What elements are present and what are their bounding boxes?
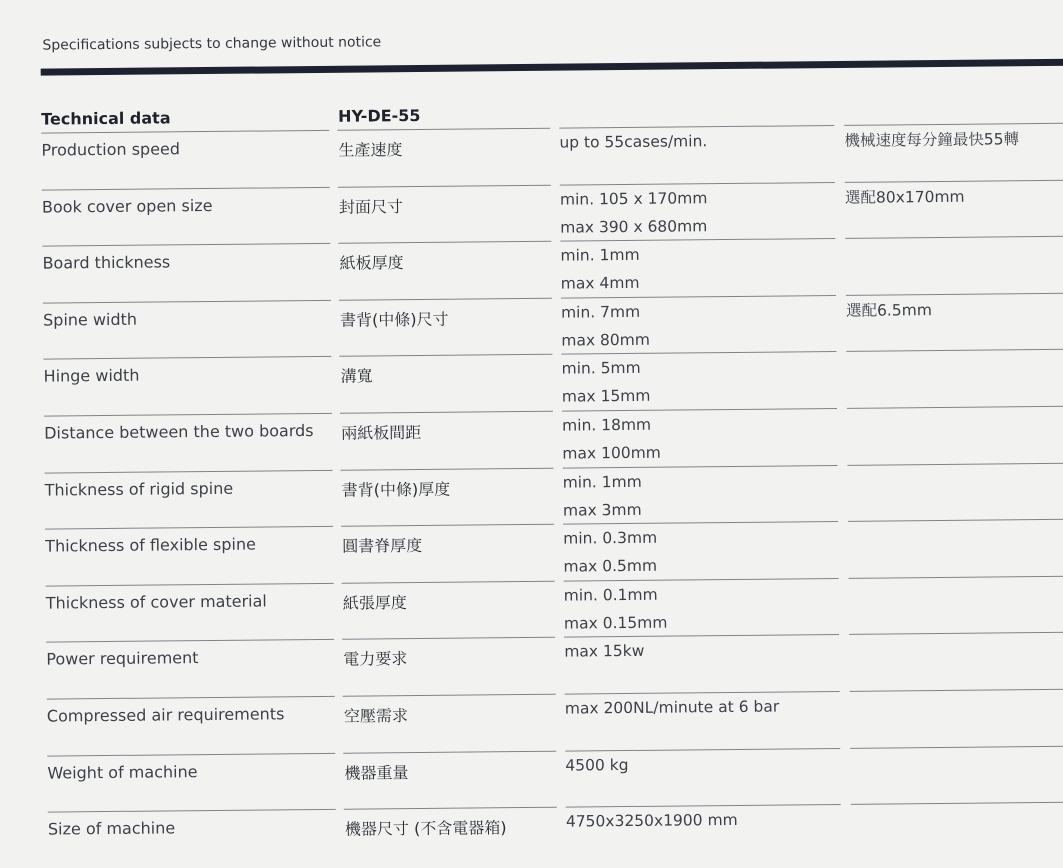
spec-value-primary: max 15kw (564, 642, 645, 662)
spec-name-en: Power requirement (46, 648, 199, 669)
spec-row (7, 689, 1063, 755)
spec-name-zh: 生產速度 (338, 140, 403, 160)
model-heading: HY-DE-55 (338, 105, 421, 126)
spec-value-primary: min. 1mm (560, 246, 640, 265)
spec-value-secondary: max 0.5mm (563, 556, 658, 576)
spec-value-primary: 4750x3250x1900 mm (565, 811, 738, 831)
spec-name-en: Thickness of flexible spine (45, 534, 257, 556)
spec-note: 機械速度每分鐘最快55轉 (844, 130, 1020, 150)
spec-name-en: Distance between the two boards (44, 421, 314, 443)
spec-name-en: Weight of machine (47, 761, 198, 783)
spec-name-zh: 紙張厚度 (342, 592, 407, 613)
spec-value-primary: min. 0.3mm (563, 528, 658, 548)
spec-value-primary: up to 55cases/min. (559, 132, 708, 152)
spec-value-primary: min. 105 x 170mm (559, 188, 708, 209)
spec-row (7, 745, 1063, 811)
spec-name-zh: 封面尺寸 (338, 196, 404, 217)
spec-row (3, 293, 1063, 359)
spec-row (2, 179, 1063, 245)
spec-name-en: Book cover open size (41, 195, 213, 217)
change-notice: Specifications subjects to change without notice (42, 34, 382, 54)
spec-row (2, 236, 1063, 302)
row-divider (559, 125, 834, 129)
spec-row (8, 802, 1063, 868)
spec-value-primary: min. 5mm (561, 359, 641, 379)
spec-value-secondary: max 390 x 680mm (560, 216, 708, 237)
spec-value-secondary: max 3mm (562, 500, 642, 520)
spec-row (6, 632, 1063, 698)
row-divider (844, 123, 1063, 126)
spec-name-en: Hinge width (43, 366, 140, 386)
spec-value-primary: min. 18mm (562, 415, 652, 435)
spec-name-en: Production speed (41, 139, 181, 160)
spec-name-en: Thickness of cover material (45, 591, 267, 613)
spec-name-zh: 溝寬 (340, 366, 373, 387)
header-rule (41, 59, 1063, 76)
spec-name-en: Board thickness (42, 252, 171, 273)
spec-value-secondary: max 15mm (561, 387, 651, 407)
spec-name-en: Spine width (42, 309, 138, 330)
row-divider (41, 130, 329, 134)
spec-row (4, 406, 1063, 472)
spec-name-zh: 圓書脊厚度 (342, 536, 423, 556)
spec-value-primary: max 200NL/minute at 6 bar (564, 697, 780, 718)
spec-row (3, 349, 1063, 415)
spec-value-primary: min. 0.1mm (563, 585, 658, 605)
row-divider (337, 128, 550, 131)
spec-value-primary: 4500 kg (565, 755, 629, 775)
spec-name-zh: 空壓需求 (343, 706, 408, 726)
spec-value-primary: min. 1mm (562, 472, 642, 492)
spec-row (6, 576, 1063, 642)
spec-name-zh: 電力要求 (343, 649, 408, 670)
spec-name-en: Thickness of rigid spine (44, 478, 234, 500)
spec-name-en: Compressed air requirements (46, 704, 285, 726)
spec-row (5, 462, 1063, 528)
spec-value-secondary: max 0.15mm (563, 613, 668, 633)
spec-name-zh: 兩紙板間距 (341, 422, 422, 443)
spec-name-zh: 紙板厚度 (339, 253, 404, 273)
spec-name-zh: 機器尺寸 (不含電器箱) (344, 818, 507, 839)
spec-name-zh: 書背(中條)厚度 (341, 479, 451, 500)
spec-value-secondary: max 80mm (561, 330, 651, 350)
spec-note: 選配6.5mm (845, 300, 932, 320)
spec-name-zh: 書背(中條)尺寸 (339, 309, 449, 330)
spec-name-en: Size of machine (47, 818, 176, 839)
spec-value-primary: min. 7mm (560, 302, 641, 322)
spec-row (1, 123, 1063, 189)
technical-data-heading: Technical data (41, 108, 171, 129)
spec-note: 選配80x170mm (844, 187, 965, 207)
spec-row (5, 519, 1063, 585)
spec-name-zh: 機器重量 (344, 762, 409, 783)
spec-value-secondary: max 4mm (560, 274, 640, 293)
spec-value-secondary: max 100mm (562, 443, 661, 463)
